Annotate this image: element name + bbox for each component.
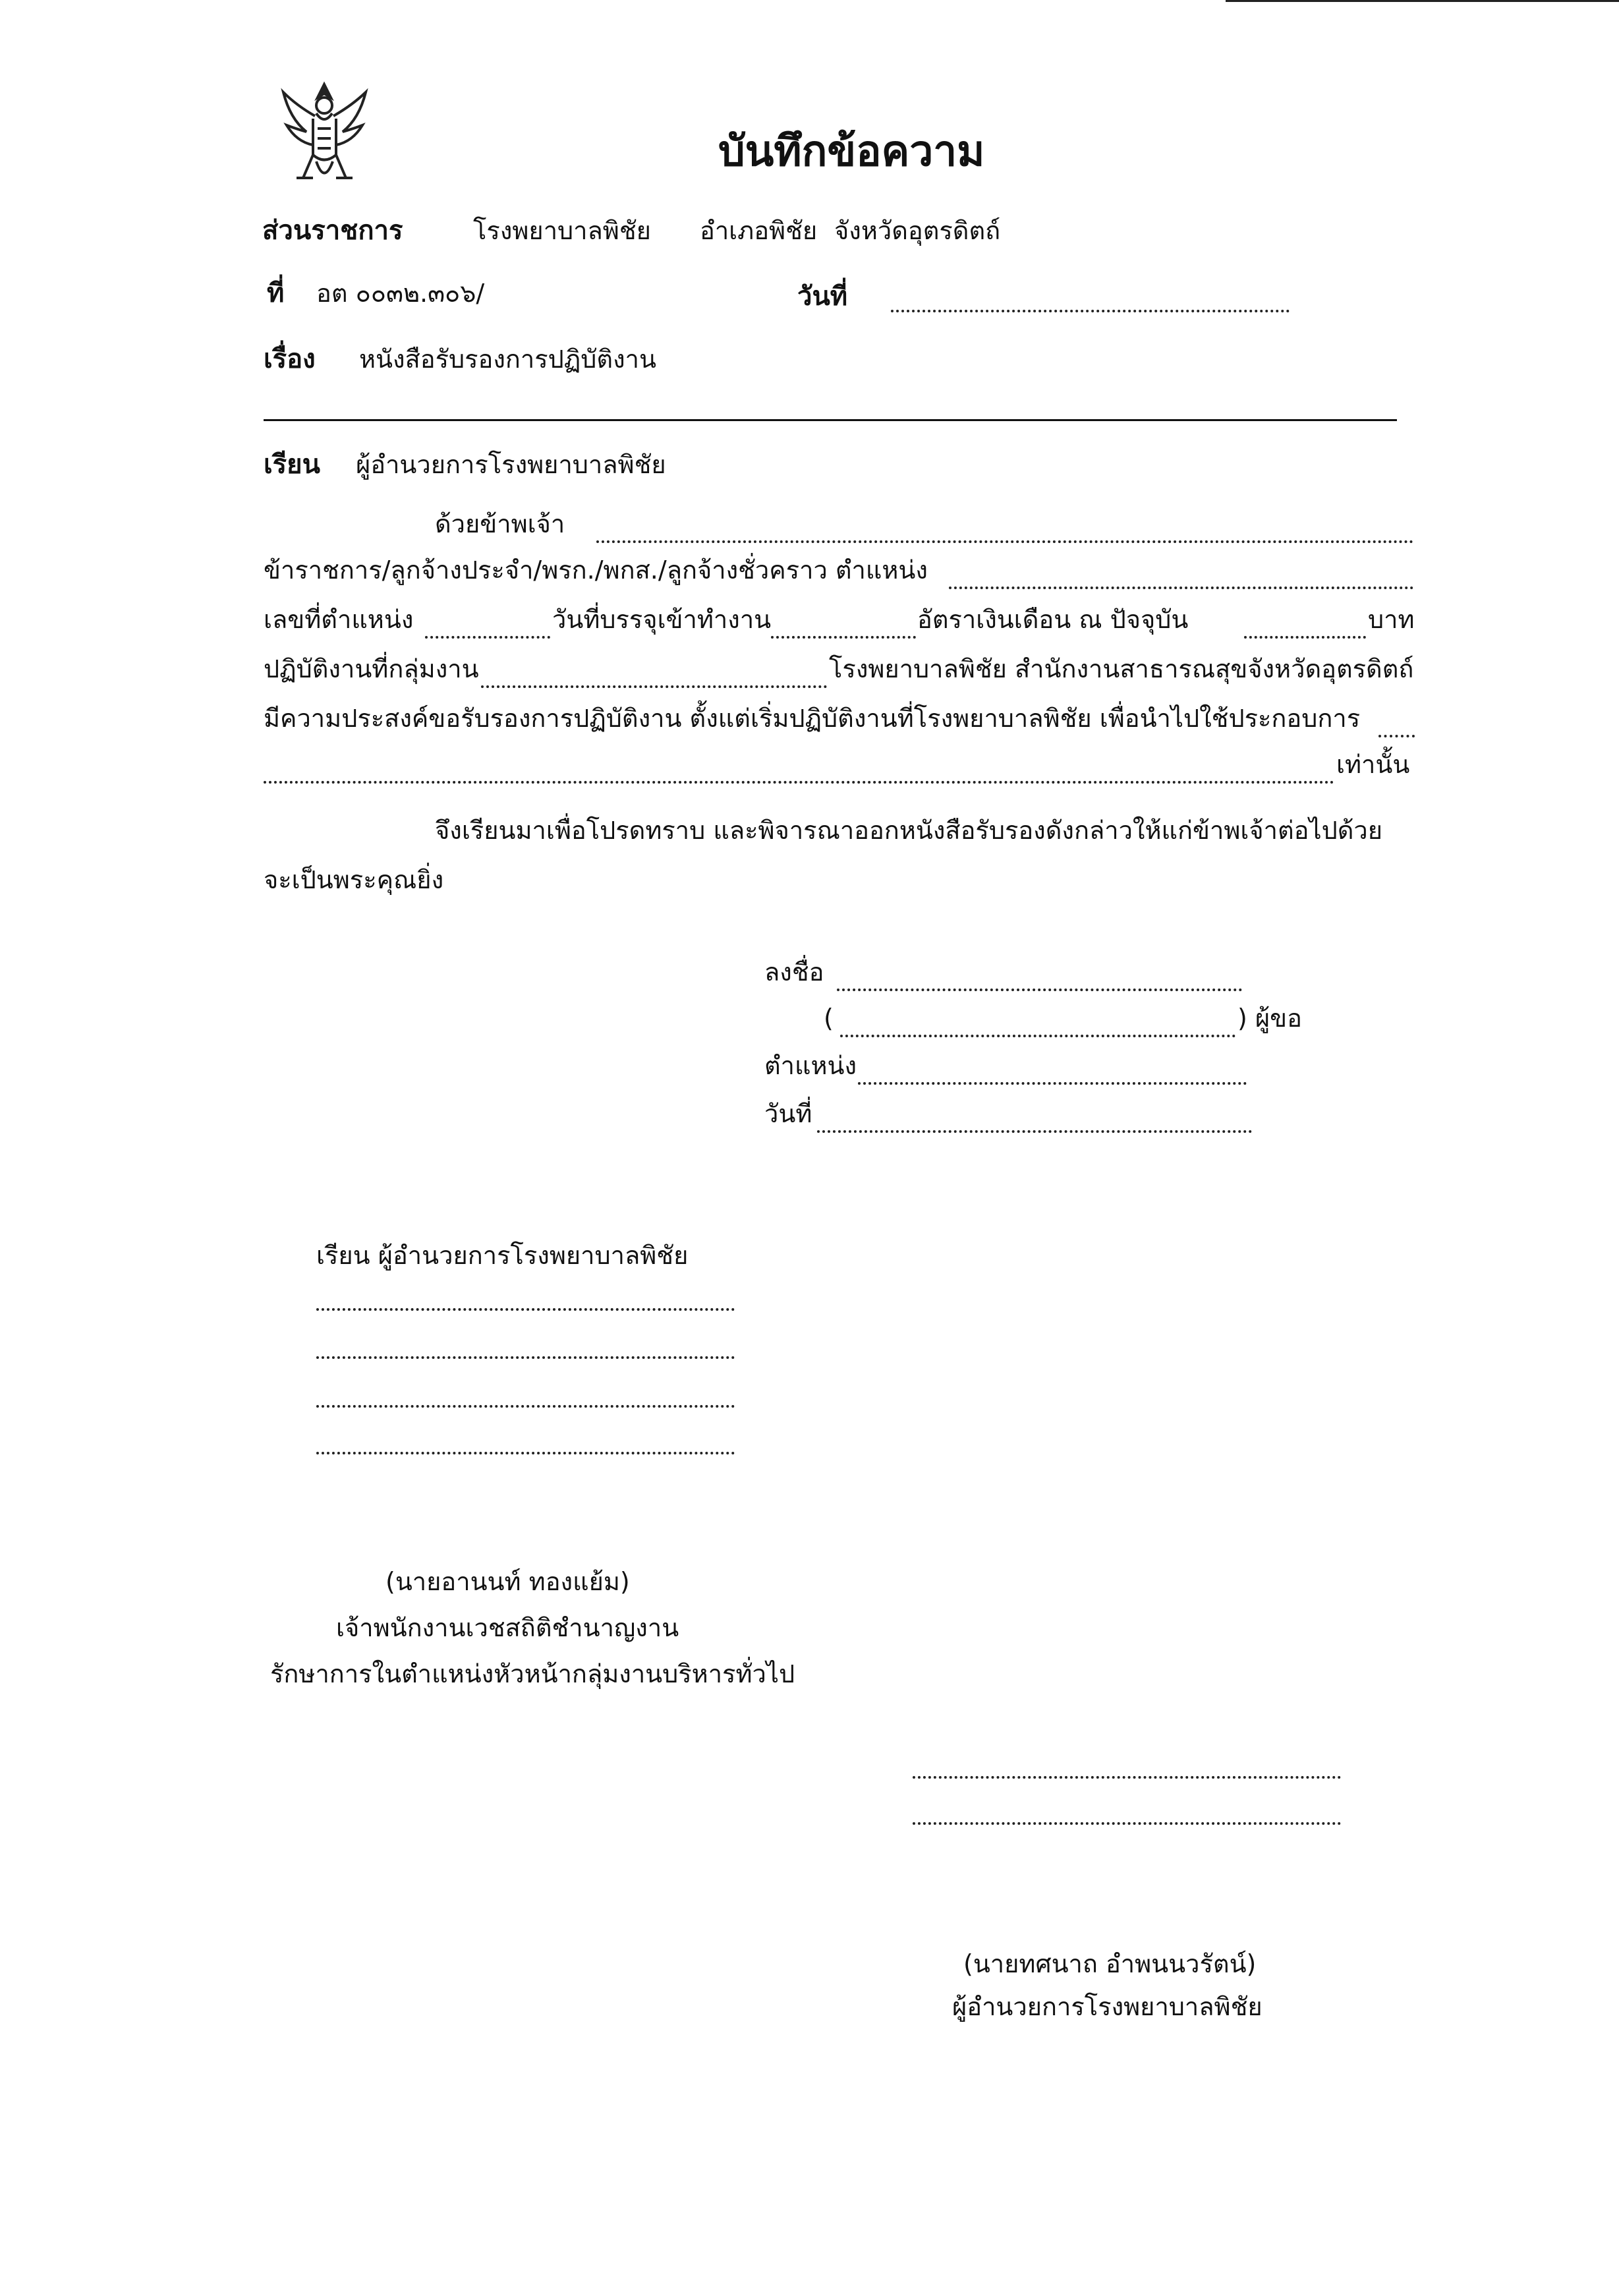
endorser-title: เจ้าพนักงานเวชสถิติชำนาญงาน [336,1613,679,1642]
endorser-name: (นายอานนท์ ทองแย้ม) [385,1567,630,1596]
date-label: วันที่ [797,281,848,312]
endorsement-dotted-line-4 [316,1452,735,1454]
sign-date-dotted-line [817,1130,1252,1133]
scan-edge-rule [1226,0,1619,2]
ref-label: ที่ [267,278,285,308]
work-group-label: ปฏิบัติงานที่กลุ่มงาน [264,654,479,683]
closing-line-2: จะเป็นพระคุณยิ่ง [264,865,444,894]
closing-line-1: จึงเรียนมาเพื่อโปรดทราบ และพิจารณาออกหนังสือรับรองดังกล่าวให้แก่ข้าพเจ้าต่อไปด้วย [435,816,1383,845]
baht-label: บาท [1368,605,1415,634]
sign-position-label: ตำแหน่ง [764,1051,857,1080]
agency-province: จังหวัดอุตรดิตถ์ [834,216,1001,245]
salary-label: อัตราเงินเดือน ณ ปัจจุบัน [917,605,1189,634]
salutation-value: ผู้อำนวยการโรงพยาบาลพิชัย [356,450,666,479]
sign-label: ลงชื่อ [764,958,824,987]
agency-hospital: โรงพยาบาลพิชัย [473,216,651,245]
salutation-label: เรียน [264,449,320,480]
date-dotted-line [891,310,1290,312]
applicant-label: ) ผู้ขอ [1237,1004,1302,1033]
garuda-emblem [277,79,372,188]
agency-district: อำเภอพิชัย [700,216,818,245]
body-line-2-label: ข้าราชการ/ลูกจ้างประจำ/พรก./พกส./ลูกจ้างชั่วคราว ตำแหน่ง [264,556,928,585]
agency-label: ส่วนราชการ [262,215,403,246]
endorser-acting: รักษาการในตำแหน่งหัวหน้ากลุ่มงานบริหารทั่วไป [270,1659,795,1688]
purpose-dotted-line [1378,735,1415,737]
endorsement-dotted-line-1 [316,1308,735,1311]
endorsement-to: เรียน ผู้อำนวยการโรงพยาบาลพิชัย [316,1241,689,1270]
start-date-dotted-line [771,636,916,639]
name-dotted-line [596,540,1413,543]
subject-label: เรื่อง [264,344,316,374]
work-group-dotted-line [481,685,827,688]
ref-value: อต ๐๐๓๒.๓๐๖/ [316,279,485,308]
position-number-dotted-line [425,636,550,639]
name-paren-dotted-line [840,1035,1236,1037]
position-dotted-line [949,587,1413,589]
endorsement-dotted-line-2 [316,1356,735,1359]
position-number-label: เลขที่ตำแหน่ง [264,605,414,634]
endorsement-dotted-line-3 [316,1405,735,1408]
purpose-text: มีความประสงค์ขอรับรองการปฏิบัติงาน ตั้งแต่เริ่มปฏิบัติงานที่โรงพยาบาลพิชัย เพื่อนำไปใช้ประกอบการ [264,704,1361,733]
director-title: ผู้อำนวยการโรงพยาบาลพิชัย [952,1992,1263,2021]
salary-dotted-line [1244,636,1366,639]
body-line-1-label: ด้วยข้าพเจ้า [435,509,565,538]
purpose-continuation-dotted-line [264,781,1334,784]
subject-value: หนังสือรับรองการปฏิบัติงาน [359,345,656,374]
only-label: เท่านั้น [1336,750,1410,779]
sign-dotted-line [837,989,1242,991]
director-dotted-line-1 [913,1776,1341,1779]
header-divider [264,419,1397,421]
director-name: (นายทศนาถ อำพนนวรัตน์) [963,1949,1257,1978]
memo-title: บันทึกข้อความ [718,127,985,176]
sign-date-label: วันที่ [764,1099,812,1128]
open-paren: ( [824,1004,834,1033]
director-dotted-line-2 [913,1822,1341,1825]
sign-position-dotted-line [858,1082,1247,1085]
hospital-office-text: โรงพยาบาลพิชัย สำนักงานสาธารณสุขจังหวัดอุตรดิตถ์ [829,654,1414,683]
start-date-label: วันที่บรรจุเข้าทำงาน [552,605,772,634]
